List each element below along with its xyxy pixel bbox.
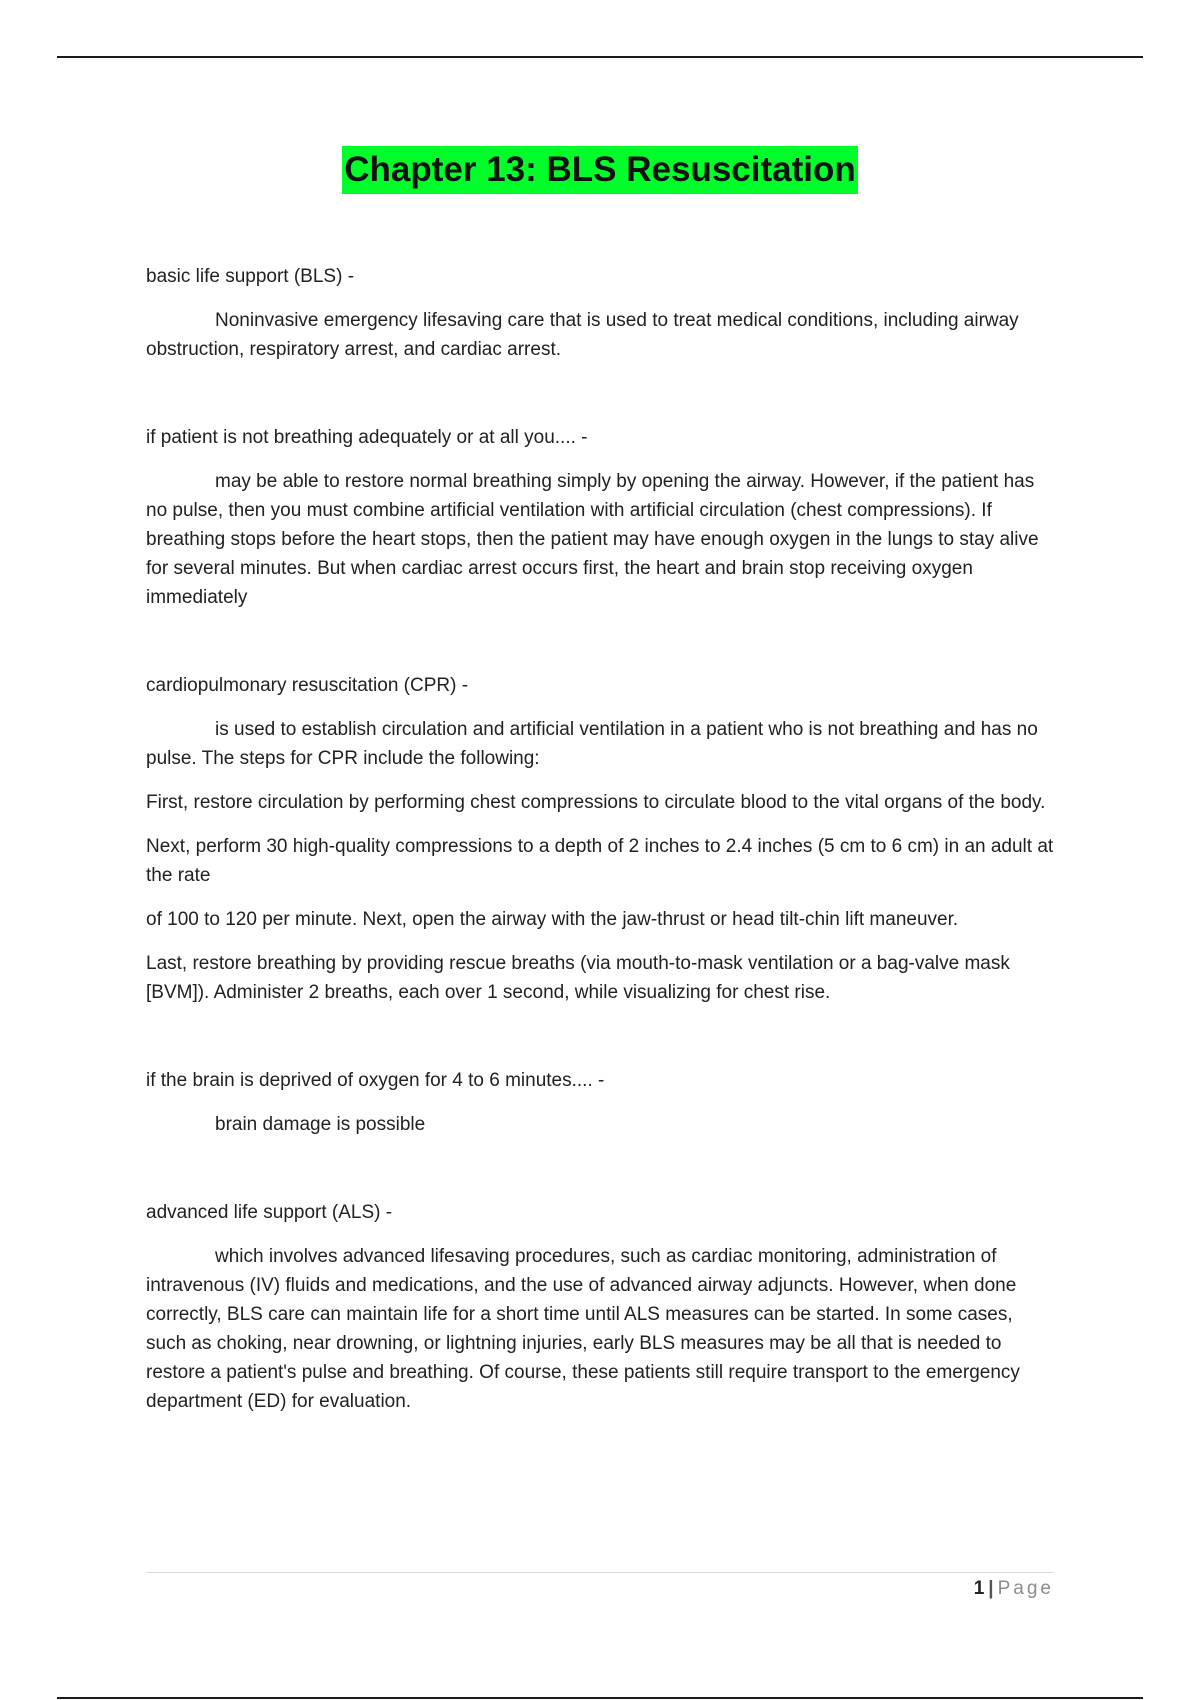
section-not-breathing	[146, 423, 1054, 612]
section-spacer	[146, 1154, 1054, 1198]
definition-paragraph: Noninvasive emergency lifesaving care that is used to treat medical conditions, including airway obstruction, respiratory arrest, and cardiac arrest.	[146, 310, 1019, 360]
definition-paragraph: may be able to restore normal breathing simply by opening the airway. However, if the patient has no pulse, then you must combine artificial ventilation with artificial circulation (chest compressions). If breathing stops before the heart stops, then the patient may have enough oxygen in the lungs to stay alive for several minutes. But when cardiac arrest occurs first, the heart and brain stop receiving oxygen immediately	[146, 471, 1039, 608]
section-als	[146, 1198, 1054, 1416]
bottom-rule	[57, 1697, 1143, 1699]
title-container	[0, 146, 1200, 194]
footer-rule	[146, 1572, 1054, 1573]
term-heading: if patient is not breathing adequately or at all you.... -	[146, 427, 588, 448]
definition-paragraph: First, restore circulation by performing chest compressions to circulate blood to the vital organs of the body.	[146, 792, 1046, 813]
top-rule	[57, 56, 1143, 58]
definition-paragraph: Last, restore breathing by providing rescue breaths (via mouth-to-mask ventilation or a bag-valve mask [BVM]). Administer 2 breaths, each over 1 second, while visualizing for chest rise.	[146, 953, 1010, 1003]
definition-paragraph: of 100 to 120 per minute. Next, open the airway with the jaw-thrust or head tilt-chin lift maneuver.	[146, 909, 959, 930]
page-label: Page	[997, 1578, 1054, 1599]
definition-paragraph: which involves advanced lifesaving procedures, such as cardiac monitoring, administration of intravenous (IV) fluids and medications, and the use of advanced airway adjuncts. However, when done correctly, BLS care can maintain life for a short time until ALS measures can be started. In some cases, such as choking, near drowning, or lightning injuries, early BLS measures may be all that is needed to restore a patient's pulse and breathing. Of course, these patients still require transport to the emergency department (ED) for evaluation.	[146, 1246, 1020, 1412]
page-footer	[974, 1576, 1054, 1602]
term-heading: basic life support (BLS) -	[146, 266, 355, 287]
footer-separator: |	[988, 1578, 994, 1599]
section-spacer	[146, 627, 1054, 671]
definition-paragraph: is used to establish circulation and artificial ventilation in a patient who is not breathing and has no pulse. The steps for CPR include the following:	[146, 719, 1038, 769]
section-brain-oxygen	[146, 1066, 1054, 1139]
definition-paragraph: brain damage is possible	[215, 1114, 426, 1135]
term-heading: advanced life support (ALS) -	[146, 1202, 393, 1223]
section-bls	[146, 262, 1054, 364]
section-spacer	[146, 1022, 1054, 1066]
term-heading: cardiopulmonary resuscitation (CPR) -	[146, 675, 469, 696]
document-body	[146, 262, 1054, 1431]
section-spacer	[146, 379, 1054, 423]
section-cpr	[146, 671, 1054, 1007]
chapter-title: Chapter 13: BLS Resuscitation	[342, 146, 858, 194]
definition-paragraph: Next, perform 30 high-quality compressions to a depth of 2 inches to 2.4 inches (5 cm to 6 cm) in an adult at the rate	[146, 836, 1054, 886]
term-heading: if the brain is deprived of oxygen for 4 to 6 minutes.... -	[146, 1070, 605, 1091]
page-number: 1	[973, 1578, 985, 1599]
